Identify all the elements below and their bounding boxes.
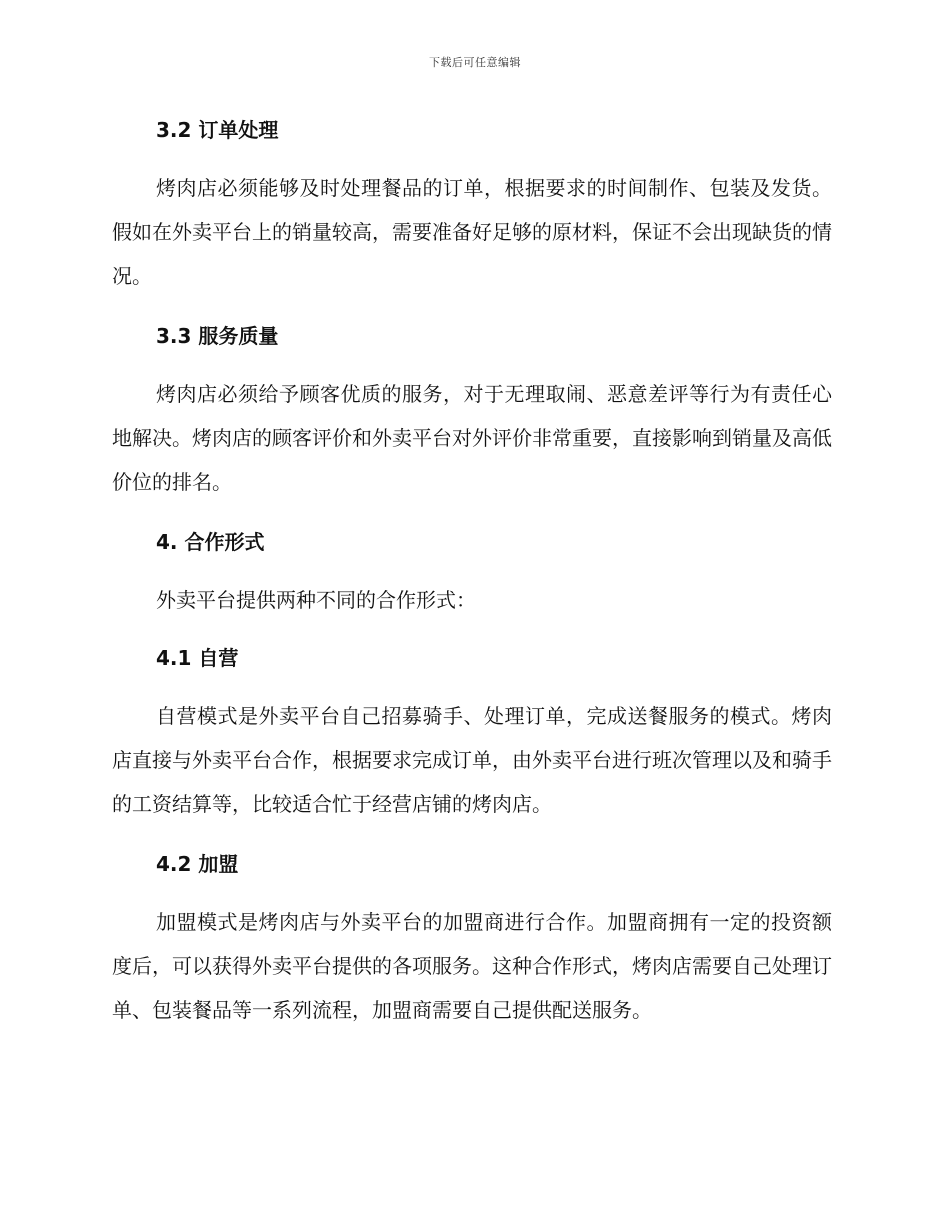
section-heading-4-1: 4.1 自营 — [156, 646, 239, 670]
page-header: 下载后可任意编辑 — [429, 56, 521, 69]
section-paragraph-4-2: 加盟模式是烤肉店与外卖平台的加盟商进行合作。加盟商拥有一定的投资额度后，可以获得外卖平台提供的各项服务。这种合作形式，烤肉店需要自己处理订单、包装餐品等一系列流程，加盟商需要自己提供配送服务。 — [112, 910, 832, 1022]
section-paragraph-3-3: 烤肉店必须给予顾客优质的服务，对于无理取闹、恶意差评等行为有责任心地解决。烤肉店的顾客评价和外卖平台对外评价非常重要，直接影响到销量及高低价位的排名。 — [112, 382, 832, 494]
section-paragraph-3-2: 烤肉店必须能够及时处理餐品的订单，根据要求的时间制作、包装及发货。假如在外卖平台上的销量较高，需要准备好足够的原材料，保证不会出现缺货的情况。 — [112, 176, 832, 288]
section-heading-3-3: 3.3 服务质量 — [156, 324, 279, 348]
section-paragraph-4: 外卖平台提供两种不同的合作形式： — [156, 588, 476, 612]
section-paragraph-4-1: 自营模式是外卖平台自己招募骑手、处理订单，完成送餐服务的模式。烤肉店直接与外卖平台合作，根据要求完成订单，由外卖平台进行班次管理以及和骑手的工资结算等，比较适合忙于经营店铺的烤肉店。 — [112, 704, 832, 816]
section-heading-4: 4. 合作形式 — [156, 530, 265, 554]
section-heading-3-2: 3.2 订单处理 — [156, 118, 279, 142]
document-body — [112, 108, 832, 1032]
section-heading-4-2: 4.2 加盟 — [156, 852, 239, 876]
